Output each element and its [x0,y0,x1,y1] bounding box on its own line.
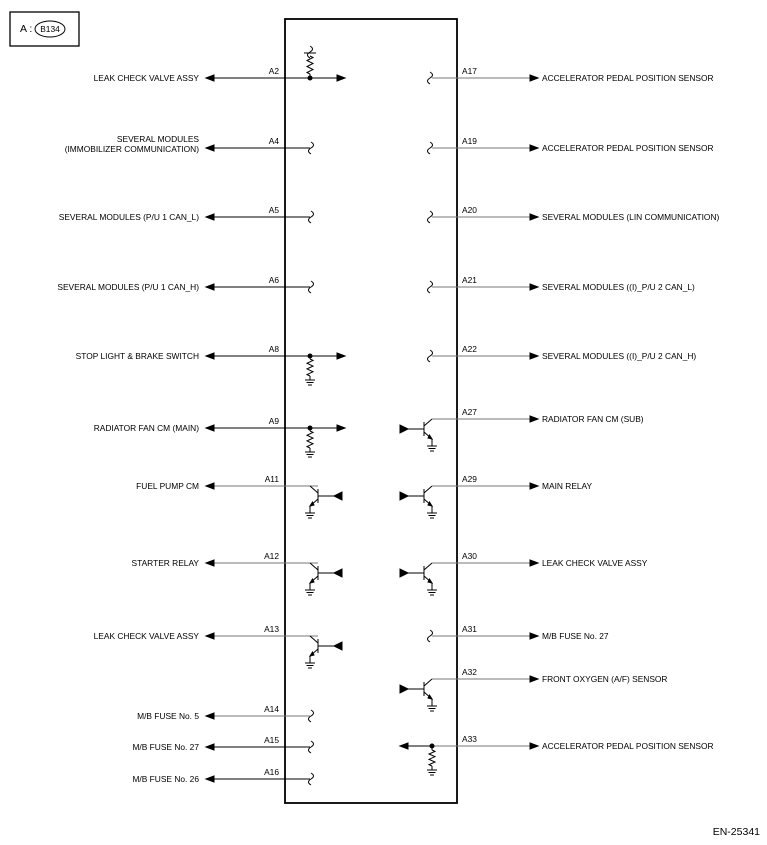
right-label-a32: FRONT OXYGEN (A/F) SENSOR [542,674,668,684]
terminal-a20 [428,205,720,223]
terminal-a12 [132,551,342,595]
right-label-a31: M/B FUSE No. 27 [542,631,609,641]
right-terminals [400,66,719,775]
pin-a32: A32 [462,667,477,677]
terminal-a16 [132,767,313,785]
terminal-a4 [65,134,314,154]
terminal-a33 [400,734,714,775]
pin-a6: A6 [268,275,279,285]
pin-a5: A5 [268,205,279,215]
pin-a19: A19 [462,136,477,146]
terminal-a2 [94,46,345,83]
pin-a12: A12 [264,551,279,561]
connector-legend [10,12,79,46]
left-label-a12: STARTER RELAY [131,558,199,568]
pin-a14: A14 [264,704,279,714]
left-label-a6: SEVERAL MODULES (P/U 1 CAN_H) [57,282,199,292]
terminal-a5 [59,205,314,223]
terminal-a30 [400,551,648,595]
left-label-a9: RADIATOR FAN CM (MAIN) [93,423,199,433]
right-label-a29: MAIN RELAY [542,481,593,491]
connector-name: B134 [40,24,60,34]
pin-a11: A11 [264,474,279,484]
terminal-a27 [400,407,644,451]
left-label-a16: M/B FUSE No. 26 [132,774,199,784]
reference-code: EN-25341 [712,826,760,838]
terminal-a9 [94,416,345,457]
terminal-a17 [428,66,714,84]
right-label-a33: ACCELERATOR PEDAL POSITION SENSOR [542,741,714,751]
left-terminals [57,46,345,785]
pin-a29: A29 [462,474,477,484]
terminal-a32 [400,667,667,711]
terminal-a6 [57,275,313,293]
pin-a33: A33 [462,734,477,744]
right-label-a17: ACCELERATOR PEDAL POSITION SENSOR [542,73,714,83]
pin-a13: A13 [264,624,279,634]
left-label-a11: FUEL PUMP CM [136,481,199,491]
terminal-a11 [136,474,342,518]
pin-a31: A31 [462,624,477,634]
left-label-a13: LEAK CHECK VALVE ASSY [93,631,199,641]
right-label-a30: LEAK CHECK VALVE ASSY [542,558,648,568]
left-label-a15: M/B FUSE No. 27 [132,742,199,752]
terminal-a13 [94,624,342,668]
pin-a16: A16 [264,767,279,777]
terminal-a8 [76,344,345,385]
pin-a8: A8 [268,344,279,354]
terminal-a15 [132,735,313,753]
pin-a15: A15 [264,735,279,745]
left-label-a4: (IMMOBILIZER COMMUNICATION) [64,144,199,154]
terminal-a14 [137,704,313,722]
left-label-a5: SEVERAL MODULES (P/U 1 CAN_L) [58,212,199,222]
pin-a4: A4 [268,136,279,146]
terminal-a22 [428,344,697,362]
right-label-a20: SEVERAL MODULES (LIN COMMUNICATION) [542,212,720,222]
terminal-a29 [400,474,593,518]
right-label-a19: ACCELERATOR PEDAL POSITION SENSOR [542,143,714,153]
left-label-a4: SEVERAL MODULES [116,134,199,144]
terminal-a31 [428,624,609,642]
right-label-a21: SEVERAL MODULES ((I)_P/U 2 CAN_L) [542,282,695,292]
right-label-a27: RADIATOR FAN CM (SUB) [542,414,644,424]
pin-a17: A17 [462,66,477,76]
left-label-a14: M/B FUSE No. 5 [137,711,199,721]
terminal-a21 [428,275,696,293]
left-label-a2: LEAK CHECK VALVE ASSY [93,73,199,83]
pin-a2: A2 [268,66,279,76]
control-module-box [285,19,457,803]
pin-a21: A21 [462,275,477,285]
left-label-a8: STOP LIGHT & BRAKE SWITCH [75,351,199,361]
pin-a22: A22 [462,344,477,354]
terminal-a19 [428,136,714,154]
right-label-a22: SEVERAL MODULES ((I)_P/U 2 CAN_H) [542,351,697,361]
pin-a9: A9 [268,416,279,426]
pin-a30: A30 [462,551,477,561]
connector-prefix: A : [20,23,33,35]
pin-a20: A20 [462,205,477,215]
pin-a27: A27 [462,407,477,417]
